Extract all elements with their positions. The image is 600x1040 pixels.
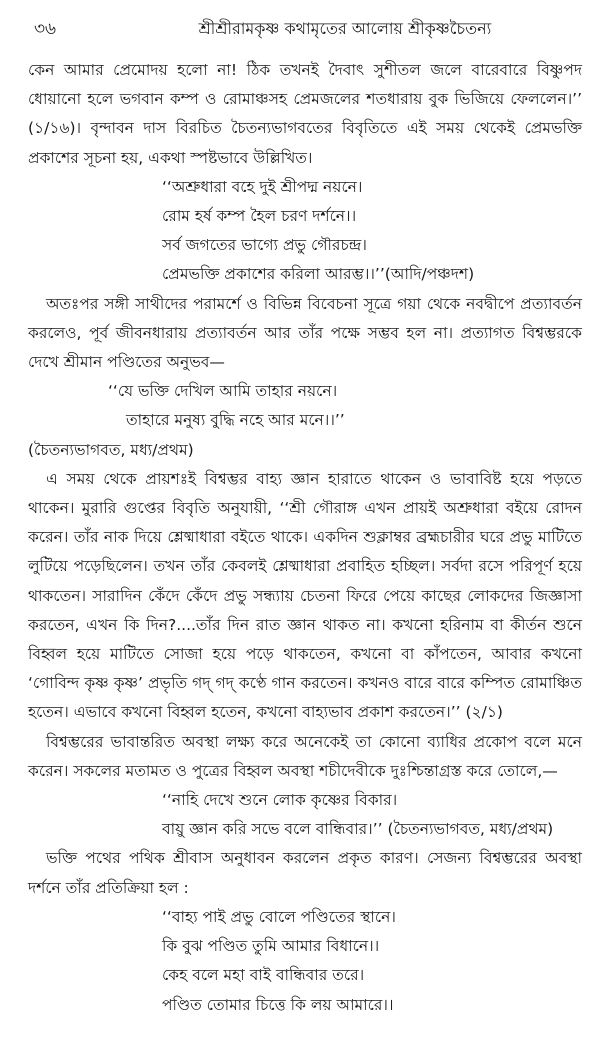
verse-line: প্রেমভক্তি প্রকাশের করিলা আরম্ভ।।’’(আদি/পঞ্চদশ) (162, 265, 475, 284)
verse-line: রোম হর্ষ কম্প হৈল চরণ দর্শনে।। (162, 207, 357, 226)
page-content (28, 56, 582, 1020)
verse-block-2 (28, 377, 582, 465)
paragraph-2: অতঃপর সঙ্গী সাথীদের পরামর্শে ও বিভিন্ন বিবেচনা সূত্রে গয়া থেকে নবদ্বীপে প্রত্যাবর্তন করলেও, পূর্ব জীবনধারায় প্রত্যাবর্তন আর তাঁর পক্ষে সম্ভব হল না। প্রত্যাগত বিশ্বম্ভরকে দেখে শ্রীমান পণ্ডিতের অনুভব— (28, 294, 582, 372)
page-number: ৩৬ (34, 19, 57, 39)
verse-block-1 (28, 173, 582, 290)
page-header (28, 12, 572, 46)
verse-line: কি বুঝ পণ্ডিত তুমি আমার বিধানে।। (162, 937, 380, 956)
verse-line: বায়ু জ্ঞান করি সভে বলে বান্ধিবার।’’ (চৈতন্যভাগবত, মধ্য/প্রথম) (162, 820, 554, 839)
verse-block-3 (28, 786, 582, 844)
verse-line: ‘‘অশ্রুধারা বহে দুই শ্রীপদ্ম নয়নে। (162, 177, 363, 196)
paragraph-4: বিশ্বম্ভরের ভাবান্তরিত অবস্থা লক্ষ্য করে অনেকেই তা কোনো ব্যাধির প্রকোপ বলে মনে করেন। সকলের মতামত ও পুত্রের বিহ্বল অবস্থা শচীদেবীকে দুঃশ্চিন্তাগ্রস্ত করে তোলে,— (28, 732, 582, 780)
verse-line: ‘‘বাহ্য পাই প্রভু বোলে পণ্ডিতের স্থানে। (162, 907, 396, 926)
verse-line: তাহারে মনুষ্য বুদ্ধি নহে আর মনে।।’’ (126, 411, 345, 430)
paragraph-5: ভক্তি পথের পথিক শ্রীবাস অনুধাবন করলেন প্রকৃত কারণ। সেজন্য বিশ্বম্ভরের অবস্থা দর্শনে তাঁর প্রতিক্রিয়া হল : (28, 849, 582, 897)
running-title: শ্রীশ্রীরামকৃষ্ণ কথামৃতের আলোয় শ্রীকৃষ্ণচৈতন্য (198, 19, 492, 38)
citation: (চৈতন্যভাগবত, মধ্য/প্রথম) (28, 440, 194, 459)
verse-line: সর্ব জগতের ভাগ্যে প্রভু গৌরচন্দ্র। (162, 236, 367, 255)
verse-line: পণ্ডিত তোমার চিত্তে কি লয় আমারে।। (162, 995, 394, 1014)
verse-block-4 (28, 903, 582, 1020)
verse-line: ‘‘নাহি দেখে শুনে লোক কৃষ্ণের বিকার। (162, 791, 398, 810)
verse-line: কেহ বলে মহা বাই বান্ধিবার তরে। (162, 966, 365, 985)
paragraph-1: কেন আমার প্রেমোদয় হলো না! ঠিক তখনই দৈবাৎ সুশীতল জলে বারেবারে বিষ্ণুপদ ধোয়ানো হলে ভগবান কম্প ও রোমাঞ্চসহ প্রেমজলের শতধারায় বুক ভিজিয়ে ফেললেন।’’ (১/১৬)। বৃন্দাবন দাস বিরচিত চৈতন্যভাগবতের বিবৃতিতে এই সময় থেকেই প্রেমভক্তি প্রকাশের সূচনা হয়, একথা স্পষ্টভাবে উল্লিখিত। (28, 61, 582, 167)
paragraph-3: এ সময় থেকে প্রায়শঃই বিশ্বম্ভর বাহ্য জ্ঞান হারাতে থাকেন ও ভাবাবিষ্ট হয়ে পড়তে থাকেন। মুরারি গুপ্তের বিবৃতি অনুযায়ী, ‘‘শ্রী গৌরাঙ্গ এখন প্রায়ই অশ্রুধারা বইয়ে রোদন করেন। তাঁর নাক দিয়ে শ্লেষ্মাধারা বইতে থাকে। একদিন শুক্লাম্বর ব্রহ্মচারীর ঘরে প্রভু মাটিতে লুটিয়ে পড়েছিলেন। তখন তাঁর কেবলই শ্লেষ্মাধারা প্রবাহিত হচ্ছিল। সর্বদা রসে পরিপূর্ণ হয়ে থাকতেন। সারাদিন কেঁদে কেঁদে প্রভু সন্ধ্যায় চেতনা ফিরে পেয়ে কাছের লোকদের জিজ্ঞাসা করতেন, এখন কি দিন?....তাঁর দিন রাত জ্ঞান থাকত না। কখনো হরিনাম বা কীর্তন শুনে বিহ্বল হয়ে মাটিতে সোজা হয়ে পড়ে থাকতেন, কখনো বা কাঁপতেন, আবার কখনো ‘গোবিন্দ কৃষ্ণ কৃষ্ণ’ প্রভৃতি গদ্ গদ্ কণ্ঠে গান করতেন। কখনও বারে বারে কম্পিত রোমাঞ্চিত হতেন। এভাবে কখনো বিহ্বল হতেন, কখনো বাহ্যভাব প্রকাশ করতেন।’’ (২/১) (28, 469, 582, 722)
verse-line: ‘‘যে ভক্তি দেখিল আমি তাহার নয়নে। (108, 382, 338, 401)
